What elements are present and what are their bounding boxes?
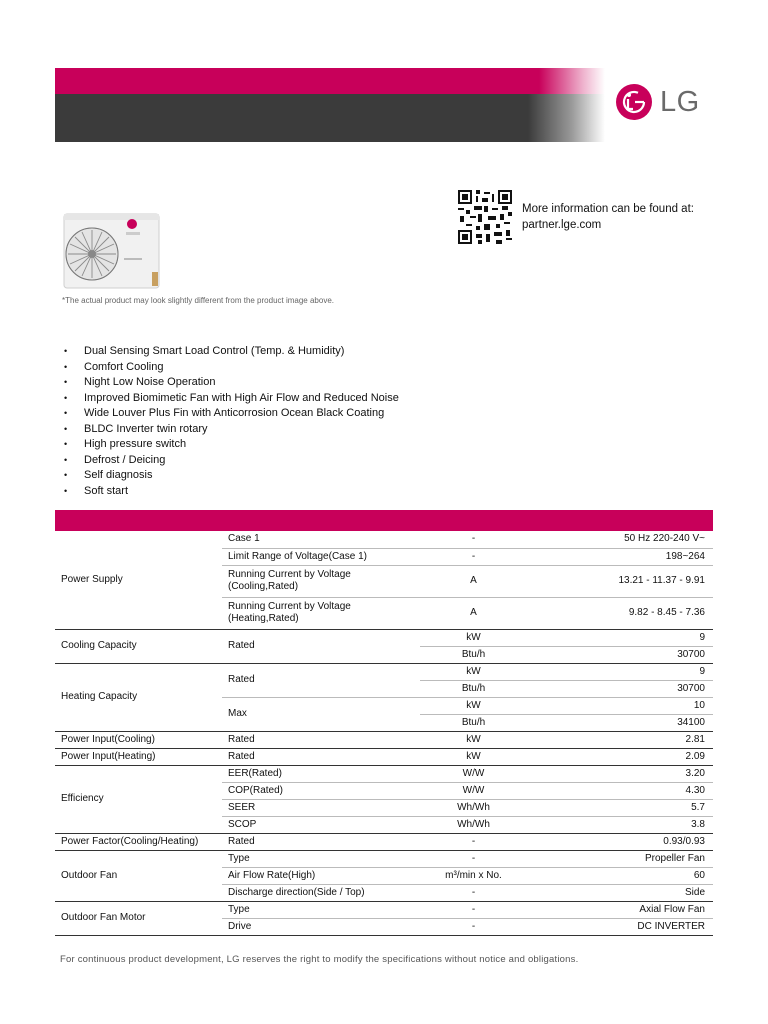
lg-logo bbox=[614, 82, 714, 122]
table-row bbox=[55, 748, 713, 765]
row-value: 13.21 - 11.37 - 9.91 bbox=[527, 565, 713, 597]
row-label: Power Input(Heating) bbox=[55, 748, 222, 765]
row-unit: - bbox=[420, 548, 527, 565]
table-row bbox=[55, 731, 713, 748]
row-label: Heating Capacity bbox=[55, 663, 222, 731]
row-unit: Wh/Wh bbox=[420, 816, 527, 833]
row-sublabel bbox=[222, 597, 420, 629]
feature-item: • Comfort Cooling bbox=[62, 360, 399, 376]
row-unit: Btu/h bbox=[420, 646, 527, 663]
row-sublabel: Rated bbox=[222, 731, 420, 748]
feature-item: • High pressure switch bbox=[62, 437, 399, 453]
row-unit: kW bbox=[420, 629, 527, 646]
row-unit: kW bbox=[420, 697, 527, 714]
row-unit: - bbox=[420, 850, 527, 867]
row-value: 10 bbox=[527, 697, 713, 714]
more-info-link[interactable]: partner.lge.com bbox=[522, 219, 602, 231]
row-value: 9.82 - 8.45 - 7.36 bbox=[527, 597, 713, 629]
row-sublabel: SCOP bbox=[222, 816, 420, 833]
row-unit: kW bbox=[420, 748, 527, 765]
row-unit: kW bbox=[420, 731, 527, 748]
row-value: 9 bbox=[527, 629, 713, 646]
row-value: 60 bbox=[527, 867, 713, 884]
row-sublabel-line1: Running Current by Voltage bbox=[228, 601, 351, 612]
table-row bbox=[55, 765, 713, 782]
row-value: 2.81 bbox=[527, 731, 713, 748]
lg-logo-text: LG bbox=[660, 85, 700, 118]
table-row bbox=[55, 850, 713, 867]
row-sublabel bbox=[222, 565, 420, 597]
row-value: 2.09 bbox=[527, 748, 713, 765]
row-label: Outdoor Fan Motor bbox=[55, 901, 222, 935]
spec-table bbox=[55, 531, 713, 936]
row-value: 30700 bbox=[527, 646, 713, 663]
row-value: 0.93/0.93 bbox=[527, 833, 713, 850]
row-unit: - bbox=[420, 901, 527, 918]
row-sublabel-line2: (Cooling,Rated) bbox=[228, 581, 299, 592]
row-value: 50 Hz 220-240 V~ bbox=[527, 531, 713, 548]
row-label: Power Supply bbox=[55, 531, 222, 629]
feature-item: • Defrost / Deicing bbox=[62, 453, 399, 469]
row-sublabel: Air Flow Rate(High) bbox=[222, 867, 420, 884]
row-unit: kW bbox=[420, 663, 527, 680]
row-sublabel-line2: (Heating,Rated) bbox=[228, 613, 299, 624]
row-label: Power Factor(Cooling/Heating) bbox=[55, 833, 222, 850]
row-sublabel: Max bbox=[222, 697, 420, 731]
feature-item: • Night Low Noise Operation bbox=[62, 375, 399, 391]
row-sublabel: EER(Rated) bbox=[222, 765, 420, 782]
row-value: Axial Flow Fan bbox=[527, 901, 713, 918]
row-value: 3.20 bbox=[527, 765, 713, 782]
row-unit: - bbox=[420, 884, 527, 901]
row-unit: W/W bbox=[420, 765, 527, 782]
row-unit: - bbox=[420, 833, 527, 850]
row-sublabel: Rated bbox=[222, 833, 420, 850]
row-value: 34100 bbox=[527, 714, 713, 731]
row-label: Outdoor Fan bbox=[55, 850, 222, 901]
row-value: 9 bbox=[527, 663, 713, 680]
row-sublabel: Rated bbox=[222, 629, 420, 663]
row-sublabel-line1: Running Current by Voltage bbox=[228, 569, 351, 580]
outdoor-unit-image bbox=[62, 210, 162, 294]
row-label: Cooling Capacity bbox=[55, 629, 222, 663]
row-sublabel: Rated bbox=[222, 748, 420, 765]
spec-table-header-bar bbox=[55, 510, 713, 531]
row-unit: m³/min x No. bbox=[420, 867, 527, 884]
row-value: Propeller Fan bbox=[527, 850, 713, 867]
feature-list bbox=[62, 344, 399, 499]
row-unit: - bbox=[420, 918, 527, 935]
row-unit: - bbox=[420, 531, 527, 548]
table-row bbox=[55, 629, 713, 646]
row-sublabel: Case 1 bbox=[222, 531, 420, 548]
row-unit: Wh/Wh bbox=[420, 799, 527, 816]
lg-logo-icon bbox=[614, 82, 654, 122]
product-disclaimer: *The actual product may look slightly different from the product image above. bbox=[62, 296, 334, 305]
table-row bbox=[55, 833, 713, 850]
header-dark-band bbox=[55, 94, 605, 142]
table-row bbox=[55, 663, 713, 680]
row-value: 3.8 bbox=[527, 816, 713, 833]
row-sublabel: Type bbox=[222, 901, 420, 918]
row-label: Power Input(Cooling) bbox=[55, 731, 222, 748]
row-unit: W/W bbox=[420, 782, 527, 799]
row-value: DC INVERTER bbox=[527, 918, 713, 935]
header-pink-band bbox=[55, 68, 605, 94]
row-unit: A bbox=[420, 597, 527, 629]
row-value: Side bbox=[527, 884, 713, 901]
more-info-label: More information can be found at: bbox=[522, 203, 694, 215]
feature-item: • Dual Sensing Smart Load Control (Temp. & Humidity) bbox=[62, 344, 399, 360]
table-row bbox=[55, 901, 713, 918]
more-info-text bbox=[522, 201, 694, 233]
row-sublabel: Discharge direction(Side / Top) bbox=[222, 884, 420, 901]
footer-note: For continuous product development, LG reserves the right to modify the specifications without notice and obligations. bbox=[60, 954, 579, 965]
feature-item: • Self diagnosis bbox=[62, 468, 399, 484]
row-value: 30700 bbox=[527, 680, 713, 697]
row-sublabel: Rated bbox=[222, 663, 420, 697]
feature-item: • Wide Louver Plus Fin with Anticorrosion Ocean Black Coating bbox=[62, 406, 399, 422]
row-value: 198~264 bbox=[527, 548, 713, 565]
row-sublabel: SEER bbox=[222, 799, 420, 816]
row-label: Efficiency bbox=[55, 765, 222, 833]
qr-code-icon bbox=[458, 190, 512, 244]
row-unit: A bbox=[420, 565, 527, 597]
row-value: 5.7 bbox=[527, 799, 713, 816]
feature-item: • Improved Biomimetic Fan with High Air Flow and Reduced Noise bbox=[62, 391, 399, 407]
row-sublabel: Type bbox=[222, 850, 420, 867]
row-unit: Btu/h bbox=[420, 714, 527, 731]
row-sublabel: Drive bbox=[222, 918, 420, 935]
table-row bbox=[55, 531, 713, 548]
feature-item: • BLDC Inverter twin rotary bbox=[62, 422, 399, 438]
row-value: 4.30 bbox=[527, 782, 713, 799]
row-sublabel: COP(Rated) bbox=[222, 782, 420, 799]
row-unit: Btu/h bbox=[420, 680, 527, 697]
feature-item: • Soft start bbox=[62, 484, 399, 500]
row-sublabel: Limit Range of Voltage(Case 1) bbox=[222, 548, 420, 565]
